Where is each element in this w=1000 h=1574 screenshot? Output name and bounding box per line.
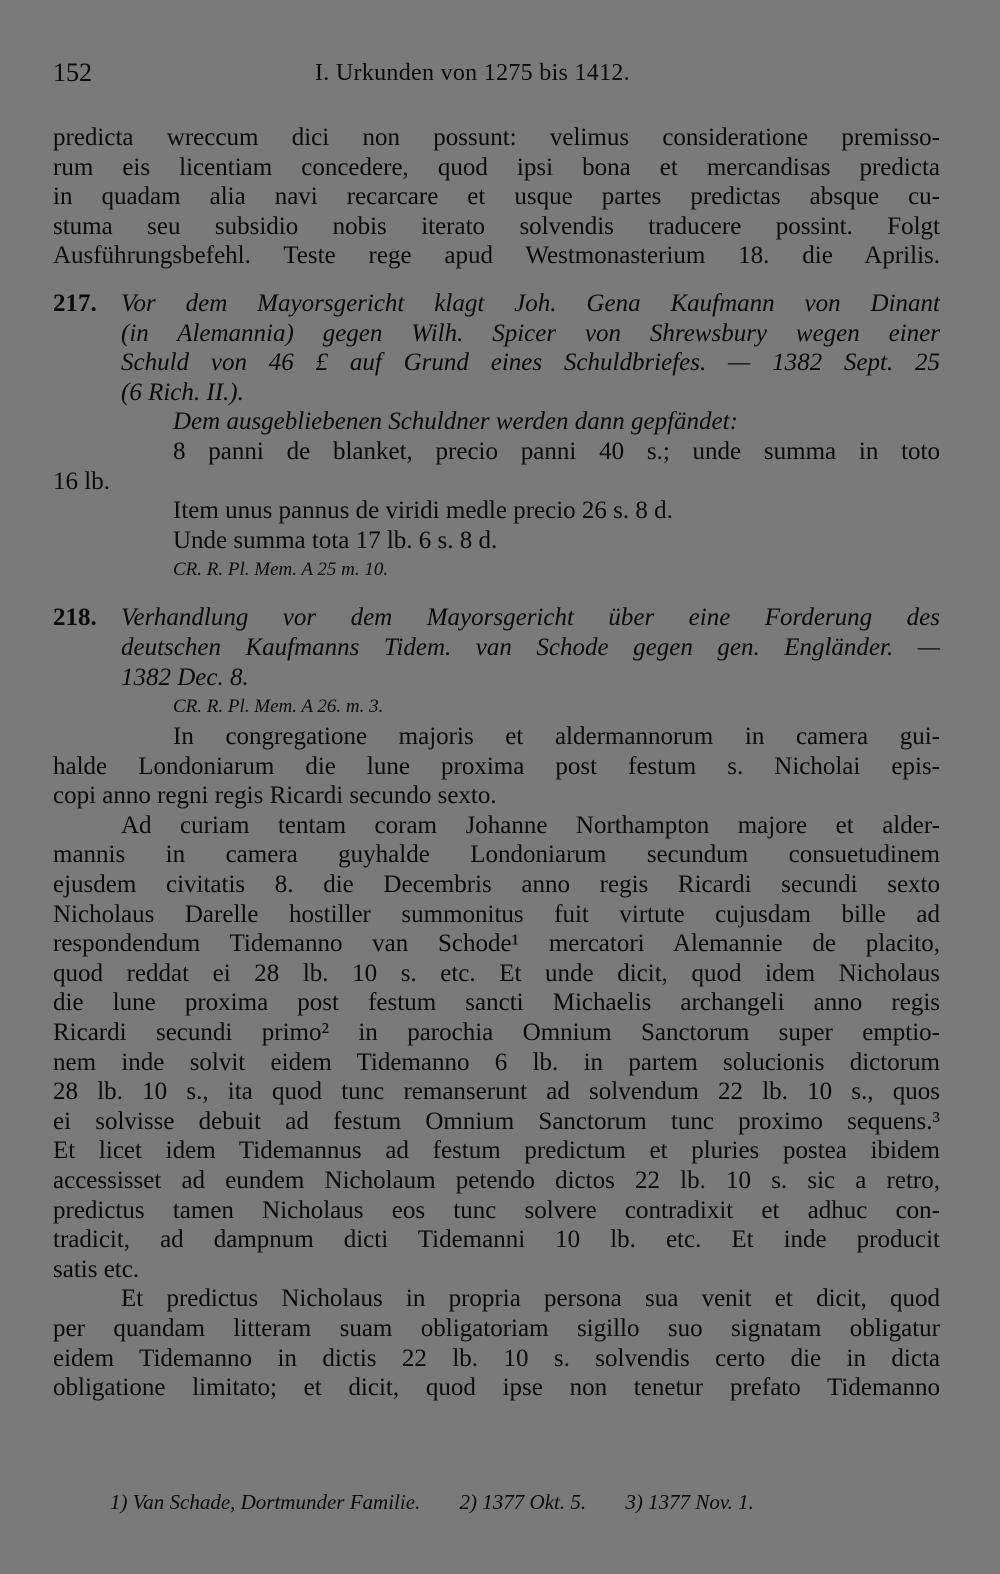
text-line: quod reddat ei 28 lb. 10 s. etc. Et unde dicit, quod idem Nicholaus	[53, 959, 940, 987]
entry-heading-line: deutschen Kaufmanns Tidem. van Schode gegen gen. Engländer. —	[121, 633, 940, 661]
entry-number: 218.	[53, 604, 97, 632]
text-line: 8 panni de blanket, precio panni 40 s.; unde summa in toto	[173, 437, 940, 465]
paragraph-2	[53, 811, 940, 1285]
entry-number: 217.	[53, 289, 97, 317]
text-line: 16 lb.	[53, 467, 110, 495]
entry-heading-line: (6 Rich. II.).	[121, 378, 244, 406]
text-line: Ausführungsbefehl. Teste rege apud Westmonasterium 18. die Aprilis.	[53, 242, 940, 270]
running-title: I. Urkunden von 1275 bis 1412.	[315, 60, 630, 86]
entry-heading-line: Schuld von 46 £ auf Grund eines Schuldbriefes. — 1382 Sept. 25	[121, 349, 940, 377]
text-line: Et licet idem Tidemannus ad festum predictum et pluries postea ibidem	[53, 1137, 940, 1165]
text-line: rum eis licentiam concedere, quod ipsi bona et mercandisas predicta	[53, 153, 940, 181]
text-line: Ad curiam tentam coram Johanne Northampton majore et alder-	[121, 811, 940, 839]
text-line: obligatione limitato; et dicit, quod ipse non tenetur prefato Tidemanno	[53, 1374, 940, 1402]
text-line: predicta wreccum dici non possunt: velimus consideratione premisso-	[53, 124, 940, 151]
entry-217	[53, 289, 940, 585]
footnote-3: 3) 1377 Nov. 1.	[625, 1490, 754, 1514]
entry-note: Dem ausgebliebenen Schuldner werden dann gepfändet:	[173, 408, 738, 436]
text-line: per quandam litteram suam obligatoriam sigillo suo signatam obligatur	[53, 1314, 940, 1342]
text-line: 28 lb. 10 s., ita quod tunc remanserunt ad solvendum 22 lb. 10 s., quos	[53, 1078, 940, 1106]
text-line: eidem Tidemanno in dictis 22 lb. 10 s. solvendis certo die in dicta	[53, 1344, 940, 1372]
text-line: predictus tamen Nicholaus eos tunc solvere contradixit et adhuc con-	[53, 1196, 940, 1224]
text-line: Item unus pannus de viridi medle precio 26 s. 8 d.	[173, 497, 673, 525]
text-line: satis etc.	[53, 1255, 140, 1283]
source-reference: CR. R. Pl. Mem. A 26. m. 3.	[173, 696, 384, 718]
entry-218	[53, 603, 940, 1402]
text-line: respondendum Tidemanno van Schode¹ mercatori Alemannie de placito,	[53, 930, 940, 958]
footnotes	[110, 1490, 938, 1515]
entry-heading-line: 1382 Dec. 8.	[121, 663, 249, 691]
text-line: ejusdem civitatis 8. die Decembris anno regis Ricardi secundi sexto	[53, 871, 940, 899]
running-head	[53, 58, 938, 94]
paragraph-3	[53, 1284, 940, 1402]
paragraph-1	[53, 722, 940, 811]
footnote-2: 2) 1377 Okt. 5.	[459, 1490, 587, 1514]
entry-heading-text: Vor dem Mayorsgericht klagt Joh. Gena Kaufmann von Dinant	[121, 289, 940, 317]
entry-heading-line: (in Alemannia) gegen Wilh. Spicer von Shrewsbury wegen einer	[121, 319, 940, 347]
source-reference: CR. R. Pl. Mem. A 25 m. 10.	[173, 559, 389, 581]
text-line: In congregatione majoris et aldermannorum in camera gui-	[173, 723, 940, 751]
text-line: die lune proxima post festum sancti Michaelis archangeli anno regis	[53, 989, 940, 1017]
entry-heading-text: Verhandlung vor dem Mayorsgericht über eine Forderung des	[121, 604, 940, 632]
text-line: stuma seu subsidio nobis iterato solvendis traducere possint. Folgt	[53, 212, 940, 240]
text-line: halde Londoniarum die lune proxima post festum s. Nicholai epis-	[53, 752, 940, 780]
text-line: Et predictus Nicholaus in propria persona sua venit et dicit, quod	[121, 1285, 940, 1313]
text-line: in quadam alia navi recarcare et usque partes predictas absque cu-	[53, 183, 940, 211]
text-line: ei solvisse debuit ad festum Omnium Sanctorum tunc proximo sequens.³	[53, 1107, 940, 1135]
intro-paragraph	[53, 123, 940, 271]
page-number: 152	[53, 58, 92, 87]
text-line: accessisset ad eundem Nicholaum petendo dictos 22 lb. 10 s. sic a retro,	[53, 1167, 940, 1194]
text-line: Unde summa tota 17 lb. 6 s. 8 d.	[173, 526, 498, 554]
text-line: tradicit, ad dampnum dicti Tidemanni 10 lb. etc. Et inde producit	[53, 1226, 940, 1254]
text-line: Nicholaus Darelle hostiller summonitus fuit virtute cujusdam bille ad	[53, 900, 940, 928]
text-line: copi anno regni regis Ricardi secundo sexto.	[53, 782, 497, 810]
text-line: nem inde solvit eidem Tidemanno 6 lb. in partem solucionis dictorum	[53, 1048, 940, 1076]
text-line: Ricardi secundi primo² in parochia Omnium Sanctorum super emptio-	[53, 1019, 940, 1047]
text-line: mannis in camera guyhalde Londoniarum secundum consuetudinem	[53, 841, 940, 869]
entry-heading-line	[53, 289, 940, 319]
entry-heading-line	[53, 603, 940, 633]
footnote-1: 1) Van Schade, Dortmunder Familie.	[110, 1490, 421, 1514]
page-body	[53, 123, 940, 1403]
